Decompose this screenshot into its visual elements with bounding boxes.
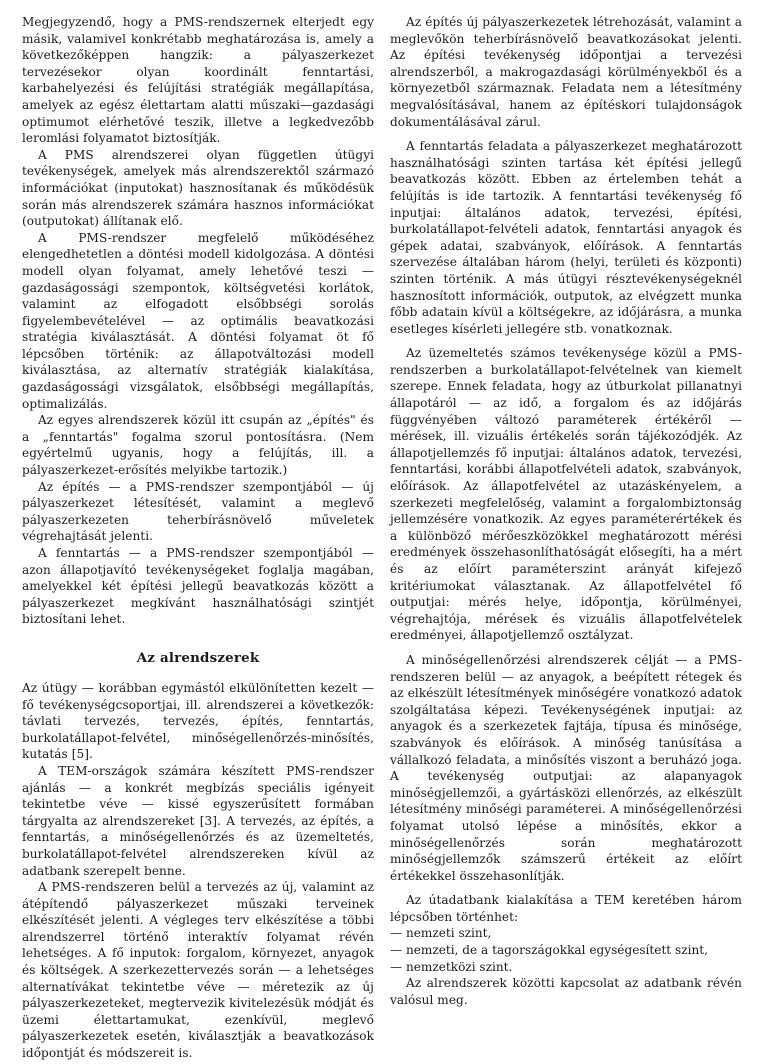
section-heading: Az alrendszerek — [136, 649, 260, 666]
paragraph: A fenntartás feladata a pályaszerkezet meghatározott használhatósági szinten tartása két építési jellegű beavatkozás között. Ebben az értelemben tehát a felújítás is ide tartozik. A fenntartási tevékenység fő inputjai: általános adatok, tervezési, építési, burkolatállapot-felvételi adatok, fenntartási anyagok és gépek adatai, szabványok, előírások. A fenntartás szervezése általában három (helyi, területi és központi) szinten történik. A más útügyi résztevékenységeknél hasznosított információk, outputok, az elvégzett munka főbb adatain kívül a költségekre, az időjárásra, a munka esetleges kísérleti jellegére stb. vonatkoznak. — [390, 139, 742, 336]
paragraph: A PMS-rendszer megfelelő működéséhez elengedhetetlen a döntési modell kidolgozása. A döntési modell olyan folyamat, amely lehetővé teszi — gazdaságossági szempontok, költségvetési korlátok, valamint az elfogadott elsőbbségi sorolás figyelembevételével — az optimális beavatkozási stratégia kiválasztását. A döntési folyamat öt fő lépcsőben történik: az állapotváltozási modell kiválasztása, az alternatív stratégiák kialakítása, gazdaságossági vizsgálatok, elsőbbségi megállapítás, optimalizálás. — [22, 230, 374, 411]
paragraph: Az útadatbank kialakítása a TEM keretében három lépcsőben történhet: — [390, 893, 742, 924]
paragraph: A fenntartás — a PMS-rendszer szempontjából — azon állapotjavító tevékenységeket foglalja magában, amelyekkel két építési jellegű beavatkozás között a pályaszerkezet megkívánt használhatósági szintjét biztosítani lehet. — [22, 546, 374, 627]
paragraph: A minőségellenőrzési alrendszerek célját — a PMS-rendszeren belül — az anyagok, a beépített rétegek és az elkészült létesítmények minőségére vonatkozó adatok szolgáltatása képezi. Tevékenységének inputjai: az anyagok és a szerkezetek fajtája, típusa és minősége, szabványok és előírások. A minőség tanúsítása a vállalkozó feladata, a minősítés viszont a beruházó joga. A tevékenység outputjai: az alapanyagok minőségjellemzői, a gyártásközi ellenőrzés, az elkészült létesítmény minőségi paraméterei. A minőségellenőrzési folyamat utolsó lépése a minősítés, ekkor a minőségellenőrzés során meghatározott minőségjellemzők számszerű értékeit az előírt értékekkel összehasonlítják. — [390, 652, 742, 883]
paragraph: Megjegyzendő, hogy a PMS-rendszernek elterjedt egy másik, valamivel konkrétabb meghatározása is, amely a következőképpen hangzik: a pályaszerkezet tervezésekor olyan koordinált fenntartási, karbahelyezési és felújítási stratégiák megállapítása, amelyek az egész élettartam alatti műszaki—gazdasági optimumot elérhetővé teszik, illetve a legkedvezőbb leromlási folyamatot biztosítják. — [22, 15, 374, 146]
paragraph: A TEM-országok számára készített PMS-rendszer ajánlás — a konkrét megbízás speciális igényeit tekintetbe véve — kissé egyszerűsített formában tárgyalta az alrendszereket [3]. A tervezés, az építés, a fenntartás, a minőségellenőrzés és az üzemeltetés, burkolatállapot-felvétel alrendszereken kívül az adatbank szerepelt benne. — [22, 763, 374, 878]
list-item: — nemzeti, de a tagországokkal egységesített szint, — [390, 943, 708, 958]
list-item: — nemzetközi szint. — [390, 959, 513, 974]
two-column-layout — [22, 14, 742, 1062]
paragraph: Az üzemeltetés számos tevékenysége közül a PMS-rendszerben a burkolatállapot-felvételnek van kiemelt szerepe. Ennek feladata, hogy az útburkolat pillanatnyi állapotáról — az idő, a forgalom és az időjárás függvényében változó paraméterek értékéről — mérések, ill. vizuális értékelés során tájékozódjék. Az állapotjellemzés fő inputjai: általános adatok, tervezési, fenntartási, korábbi állapotfelvételi adatok, szabványok, előírások. Az állapotfelvétel az utazáskényelem, a szerkezeti megfelelőség, valamint a forgalombiztonság jellemzésére vonatkozik. Az egyes paraméterértékek és a különböző mérőeszközökkel meghatározott mérési eredmények összehasonlíthatóságát elősegíti, ha a mért és az előírt paraméterszint arányát kifejező kritériumokat választanak. Az állapotfelvétel fő outputjai: mérés helye, időpontja, körülményei, végrehajtója, mérések és vizuális állapotfelvételek eredményei, állapotjellemző osztályzat. — [390, 346, 742, 643]
right-column — [390, 14, 742, 1062]
paragraph: Az útügy — korábban egymástól elkülönítetten kezelt — fő tevékenységcsoportjai, ill. alrendszerei a következők: távlati tervezés, tervezés, építés, fenntartás, burkolatállapot-felvétel, minőségellenőrzés-minősítés, kutatás [5]. — [22, 680, 374, 762]
paragraph: A PMS alrendszerei olyan független útügyi tevékenységek, amelyek más alrendszerektől származó információkat (inputokat) hasznosítanak és működésük során más alrendszerek számára hasznos információkat (outputokat) állítanak elő. — [22, 147, 374, 229]
paragraph: A PMS-rendszeren belül a tervezés az új, valamint az átépítendő pályaszerkezet műszaki terveinek elkészítését jelenti. A végleges terv elkészítése a többi alrendszerrel történő interaktív folyamat révén lehetséges. A fő inputok: forgalom, környezet, anyagok és költségek. A szerkezettervezés során — a lehetséges alternatívákat tekintetbe véve — méretezik az új pályaszerkezeteket, megtervezik kivitelezésük módját és üzemi élettartamukat, ezenkívül, meglevő pályaszerkezetek esetén, kiválasztják a beavatkozások időpontját és módszereit is. — [22, 880, 374, 1061]
paragraph: Az egyes alrendszerek közül itt csupán az „építés" és a „fenntartás" fogalma szorul pontosításra. (Nem egyértelmű ugyanis, hogy a felújítás, ill. a pályaszerkezet-erősítés melyikbe tartozik.) — [22, 413, 374, 478]
list-item: — nemzeti szint, — [390, 926, 492, 941]
paragraph: Az alrendszerek közötti kapcsolat az adatbank révén valósul meg. — [390, 976, 742, 1007]
paragraph: Az építés — a PMS-rendszer szempontjából — új pályaszerkezet létesítését, valamint a meglevő pályaszerkezeten teherbírásnövelő műveletek végrehajtását jelenti. — [22, 479, 374, 544]
database-levels-list — [390, 925, 742, 975]
paragraph: Az építés új pályaszerkezetek létrehozását, valamint a meglevőkön teherbírásnövelő beavatkozásokat jelenti. Az építési tevékenység időpontjai a tervezési alrendszerből, a makrogazdasági körülményekből és a környezetből származnak. Feladata nem a létesítmény megvalósításával, hanem az építéskori tulajdonságok dokumentálásával zárul. — [390, 15, 742, 129]
left-column — [22, 14, 374, 1062]
